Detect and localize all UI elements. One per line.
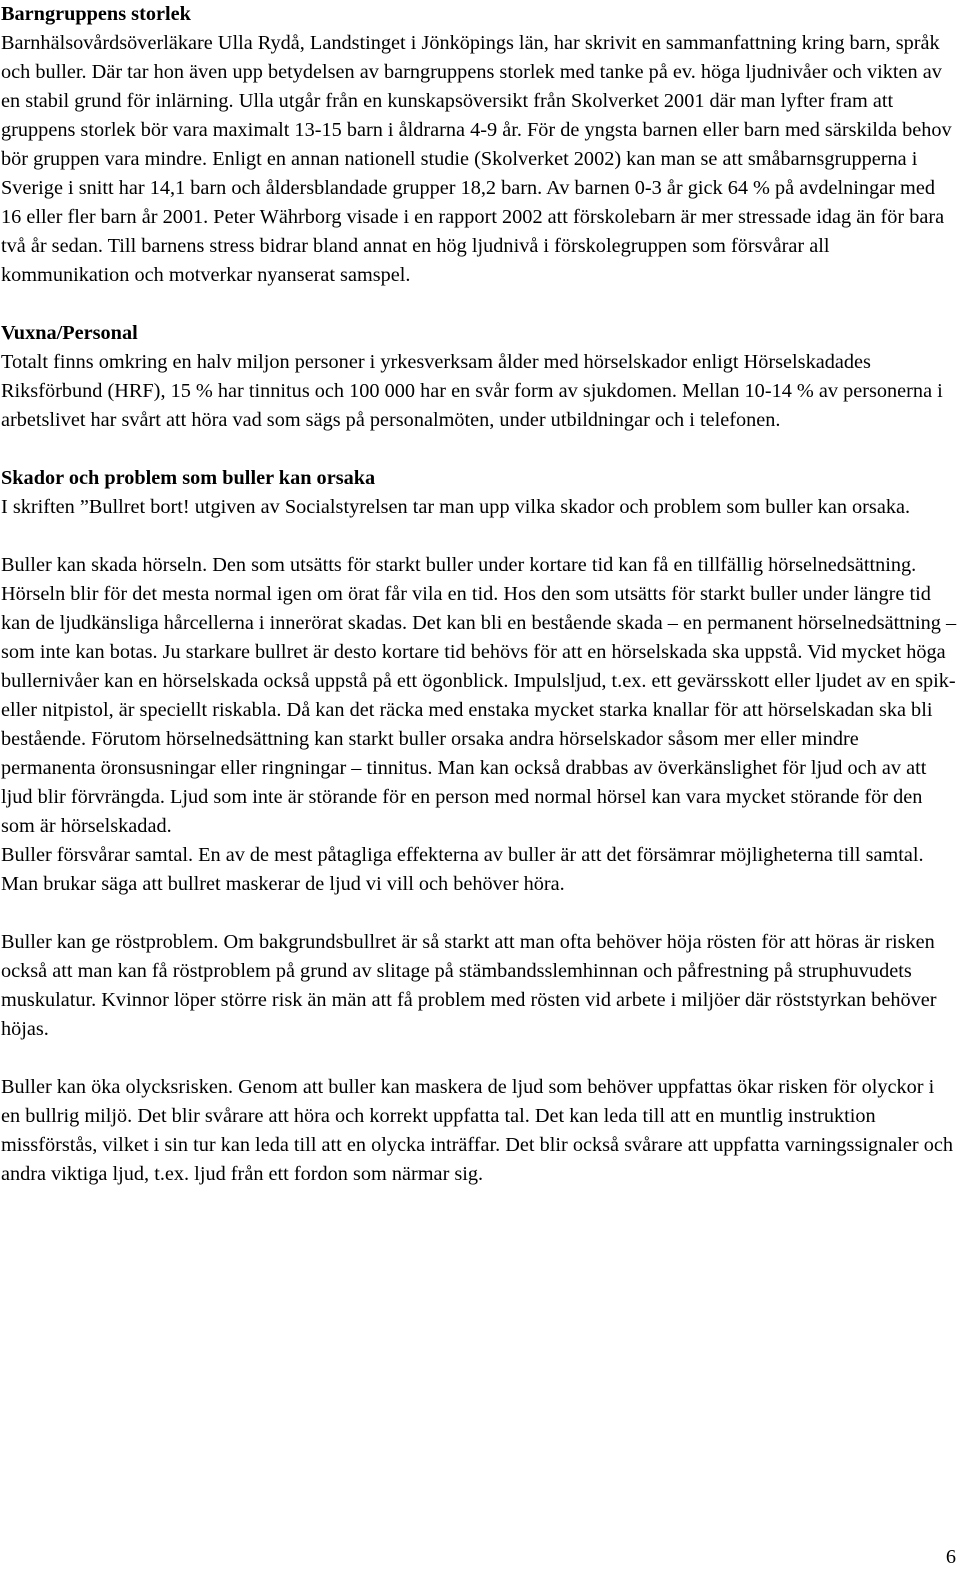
paragraph-buller-skadar-horseln: Buller kan skada hörseln. Den som utsätts för starkt buller under kortare tid kan få en tillfällig hörselnedsättning. Hörseln blir för det mesta normal igen om örat får vila en tid. Hos den som utsätts för starkt buller under längre tid kan de ljudkänsliga hårcellerna i innerörat skadas. Det kan bli en bestående skada – en permanent hörselnedsättning – som inte kan botas. Ju starkare bullret är desto kortare tid behövs för att en hörselskada ska uppstå. Vid mycket höga bullernivåer kan en hörselskada också uppstå på ett ögonblick. Impulsljud, t.ex. ett gevärsskott eller ljudet av en spik- eller nitpistol, är speciellt riskabla. Då kan det räcka med enstaka mycket starka knallar för att hörselskadan ska bli bestående. Förutom hörselnedsättning kan starkt buller orsaka andra hörselskador såsom mer eller mindre permanenta öronsusningar eller ringningar – tinnitus. Man kan också drabbas av överkänslighet för ljud och av att ljud blir förvrängda. Ljud som inte är störande för en person med normal hörsel kan vara mycket störande för den som är hörselskadad.: [1, 554, 957, 837]
paragraph-buller-olycksrisk: Buller kan öka olycksrisken. Genom att buller kan maskera de ljud som behöver uppfattas ökar risken för olyckor i en bullrig miljö. Det blir svårare att höra och korrekt uppfatta tal. Det kan leda till att en muntlig instruktion missförstås, vilket i sin tur kan leda till att en olycka inträffar. Det blir också svårare att uppfatta varningssignaler och andra viktiga ljud, t.ex. ljud från ett fordon som närmar sig.: [1, 1076, 954, 1185]
paragraph-buller-forsvarar-samtal: Buller försvårar samtal. En av de mest påtagliga effekterna av buller är att det försämrar möjligheterna till samtal. Man brukar säga att bullret maskerar de ljud vi vill och behöver höra.: [1, 844, 924, 895]
section-vuxna-personal: [1, 319, 958, 435]
paragraph: Totalt finns omkring en halv miljon personer i yrkesverksam ålder med hörselskador enligt Hörselskadades Riksförbund (HRF), 15 % har tinnitus och 100 000 har en svår form av sjukdomen. Mellan 10-14 % av personerna i arbetslivet har svårt att höra vad som sägs på personalmöten, under utbildningar och i telefonen.: [1, 351, 943, 431]
section-heading: Barngruppens storlek: [1, 3, 191, 25]
section-heading: Skador och problem som buller kan orsaka: [1, 467, 376, 489]
spacer: [1, 435, 958, 464]
paragraph: Barnhälsovårdsöverläkare Ulla Rydå, Landstinget i Jönköpings län, har skrivit en sammanfattning kring barn, språk och buller. Där tar hon även upp betydelsen av barngruppens storlek med tanke på ev. höga ljudnivåer och vikten av en stabil grund för inlärning. Ulla utgår från en kunskapsöversikt från Skolverket 2001 där man lyfter fram att gruppens storlek bör vara maximalt 13-15 barn i åldrarna 4-9 år. För de yngsta barnen eller barn med särskilda behov bör gruppen vara mindre. Enligt en annan nationell studie (Skolverket 2002) kan man se att småbarnsgrupperna i Sverige i snitt har 14,1 barn och åldersblandade grupper 18,2 barn. Av barnen 0-3 år gick 64 % på avdelningar med 16 eller fler barn år 2001. Peter Währborg visade i en rapport 2002 att förskolebarn är mer stressade idag än för bara två år sedan. Till barnens stress bidrar bland annat en hög ljudnivå i förskolegruppen som försvårar all kommunikation och motverkar nyanserat samspel.: [1, 32, 952, 286]
page-number: 6: [945, 1546, 956, 1568]
paragraph-buller-rostproblem: Buller kan ge röstproblem. Om bakgrundsbullret är så starkt att man ofta behöver höja rösten för att höras är risken också att man kan få röstproblem på grund av slitage på stämbandsslemhinnan och påfrestning på struphuvudets muskulatur. Kvinnor löper större risk än män att få problem med rösten vid arbete i miljöer där röststyrkan behöver höjas.: [1, 931, 937, 1040]
section-barngruppens-storlek: [1, 0, 958, 290]
spacer: [1, 1044, 958, 1073]
section-heading: Vuxna/Personal: [1, 322, 138, 344]
spacer: [1, 522, 958, 551]
spacer: [1, 899, 958, 928]
section-skador-och-problem: [1, 464, 958, 522]
paragraph: I skriften ”Bullret bort! utgiven av Socialstyrelsen tar man upp vilka skador och problem som buller kan orsaka.: [1, 496, 911, 518]
spacer: [1, 290, 958, 319]
